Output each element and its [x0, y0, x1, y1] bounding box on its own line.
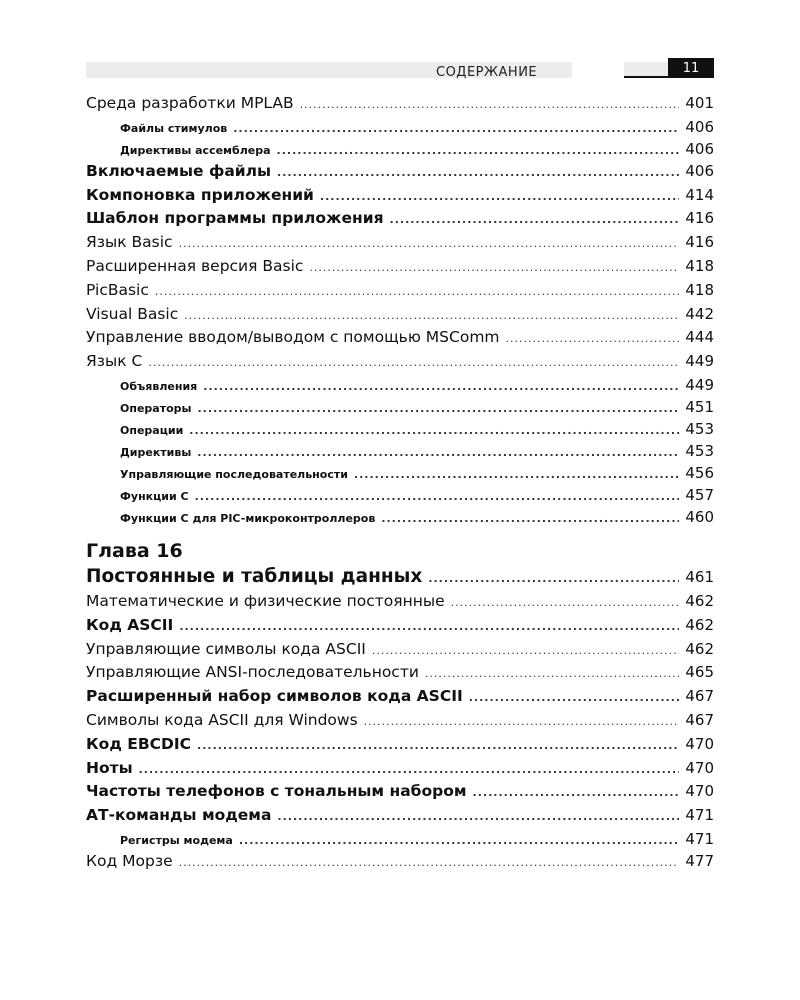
leader-dots — [390, 213, 680, 226]
entry-title: Расширенная версия Basic — [86, 256, 304, 275]
toc-entry[interactable] — [86, 257, 714, 281]
chapter-title: Постоянные и таблицы данных — [86, 566, 423, 587]
entry-title: Функции С для PIC-микроконтроллеров — [120, 511, 376, 525]
toc-entry[interactable] — [86, 94, 714, 118]
entry-page: 457 — [685, 485, 714, 504]
leader-dots — [451, 596, 680, 609]
leader-dots — [184, 309, 679, 322]
leader-dots — [277, 166, 679, 179]
leader-dots — [372, 644, 680, 657]
chapter-title-row[interactable] — [86, 566, 714, 592]
leader-dots — [469, 691, 680, 704]
entry-title: Операторы — [120, 401, 192, 415]
toc-entry[interactable] — [86, 806, 714, 830]
toc-entry[interactable] — [86, 852, 714, 876]
leader-dots — [354, 468, 679, 481]
toc-entry[interactable] — [86, 663, 714, 687]
entry-page: 453 — [685, 441, 714, 460]
entry-page: 471 — [685, 806, 714, 825]
entry-title: Символы кода ASCII для Windows — [86, 710, 358, 729]
entry-page: 462 — [685, 592, 714, 610]
toc-entry[interactable] — [86, 616, 714, 640]
entry-title: Расширенный набор символов кода ASCII — [86, 687, 463, 706]
entry-page: 449 — [685, 375, 714, 394]
entry-page: 460 — [685, 507, 714, 526]
entry-page: 406 — [685, 161, 714, 180]
toc-entry[interactable] — [86, 186, 714, 210]
chapter-label: Глава 16 — [86, 540, 183, 562]
entry-page: 418 — [685, 280, 714, 299]
leader-dots — [189, 424, 679, 437]
entry-page: 401 — [685, 94, 714, 112]
toc-entry[interactable] — [86, 162, 714, 186]
entry-page: 418 — [685, 256, 714, 275]
entry-title: Код ASCII — [86, 615, 174, 634]
leader-dots — [197, 402, 679, 415]
leader-dots — [148, 356, 679, 369]
entry-page: 477 — [685, 851, 714, 870]
leader-dots — [473, 786, 680, 799]
leader-dots — [309, 261, 679, 274]
leader-dots — [179, 856, 680, 869]
entry-page: 470 — [685, 758, 714, 777]
entry-page: 406 — [685, 139, 714, 158]
entry-title: Директивы ассемблера — [120, 143, 271, 157]
entry-page: 465 — [685, 663, 714, 682]
entry-page: 451 — [685, 397, 714, 416]
toc-subentry[interactable] — [86, 398, 714, 420]
entry-title: Файлы стимулов — [120, 121, 228, 135]
entry-page: 462 — [685, 615, 714, 634]
entry-page: 456 — [685, 463, 714, 482]
leader-dots — [155, 285, 679, 298]
chapter-title-page: 461 — [685, 568, 714, 586]
toc-entry[interactable] — [86, 305, 714, 329]
entry-title: Функции С — [120, 489, 189, 503]
entry-page: 471 — [685, 829, 714, 848]
entry-title: Регистры модема — [120, 833, 233, 847]
toc-entry[interactable] — [86, 640, 714, 664]
toc-subentry[interactable] — [86, 376, 714, 398]
entry-title: Среда разработки MPLAB — [86, 94, 294, 112]
entry-page: 449 — [685, 352, 714, 371]
entry-title: Частоты телефонов с тональным набором — [86, 782, 467, 801]
entry-title: Управляющие ANSI-последовательности — [86, 663, 419, 682]
entry-page: 467 — [685, 687, 714, 706]
toc-subentry[interactable] — [86, 118, 714, 140]
leader-dots — [277, 810, 679, 823]
toc-subentry[interactable] — [86, 830, 714, 852]
entry-page: 470 — [685, 734, 714, 753]
toc-entry[interactable] — [86, 592, 714, 616]
entry-title: Директивы — [120, 445, 192, 459]
page-number-box — [668, 58, 714, 78]
leader-dots — [197, 446, 679, 459]
leader-dots — [425, 667, 679, 680]
toc-entry[interactable] — [86, 687, 714, 711]
leader-dots — [233, 122, 679, 135]
entry-title: Компоновка приложений — [86, 185, 314, 204]
running-header-title: СОДЕРЖАНИЕ — [436, 65, 538, 80]
toc-subentry[interactable] — [86, 464, 714, 486]
entry-title: Управление вводом/выводом с помощью MSComm — [86, 328, 500, 347]
leader-dots — [320, 190, 679, 203]
entry-page: 467 — [685, 710, 714, 729]
leader-dots — [139, 763, 680, 776]
leader-dots — [203, 380, 679, 393]
leader-dots — [179, 620, 679, 633]
entry-page: 442 — [685, 304, 714, 323]
entry-page: 470 — [685, 782, 714, 801]
entry-title: Математические и физические постоянные — [86, 592, 445, 610]
entry-title: Управляющие последовательности — [120, 467, 348, 481]
entry-title: Код EBCDIC — [86, 734, 192, 753]
toc-entry[interactable] — [86, 735, 714, 759]
leader-dots — [300, 98, 680, 111]
toc-subentry[interactable] — [86, 442, 714, 464]
toc-entry[interactable] — [86, 759, 714, 783]
entry-title: Операции — [120, 423, 184, 437]
entry-title: Шаблон программы приложения — [86, 209, 384, 228]
toc-entry[interactable] — [86, 711, 714, 735]
toc-entry[interactable] — [86, 233, 714, 257]
header-rule — [624, 76, 668, 78]
entry-title: Язык С — [86, 352, 143, 371]
toc-entry[interactable] — [86, 281, 714, 305]
toc-section-1 — [86, 94, 714, 530]
entry-page: 444 — [685, 328, 714, 347]
leader-dots — [195, 490, 680, 503]
leader-dots — [364, 715, 680, 728]
toc-subentry[interactable] — [86, 420, 714, 442]
toc-entry[interactable] — [86, 352, 714, 376]
toc-subentry[interactable] — [86, 486, 714, 508]
page-number: 11 — [682, 60, 700, 76]
header-gap — [572, 62, 624, 78]
toc-subentry[interactable] — [86, 508, 714, 530]
entry-title: Ноты — [86, 758, 133, 777]
leader-dots — [197, 739, 679, 752]
entry-page: 453 — [685, 419, 714, 438]
leader-dots — [277, 144, 680, 157]
toc-entry[interactable] — [86, 209, 714, 233]
leader-dots — [506, 332, 680, 345]
entry-title: Управляющие символы кода ASCII — [86, 639, 366, 658]
toc-section-2 — [86, 566, 714, 876]
entry-title: Код Морзе — [86, 851, 173, 870]
entry-page: 406 — [685, 117, 714, 136]
leader-dots — [428, 572, 679, 585]
leader-dots — [381, 512, 679, 525]
entry-page: 414 — [685, 185, 714, 204]
entry-page: 416 — [685, 209, 714, 228]
entry-title: Язык Basic — [86, 233, 173, 252]
entry-page: 462 — [685, 639, 714, 658]
leader-dots — [239, 834, 680, 847]
toc-entry[interactable] — [86, 328, 714, 352]
toc-subentry[interactable] — [86, 140, 714, 162]
leader-dots — [179, 237, 680, 250]
entry-title: Объявления — [120, 379, 198, 393]
entry-title: Visual Basic — [86, 304, 179, 323]
entry-title: PicBasic — [86, 280, 149, 299]
entry-page: 416 — [685, 233, 714, 252]
toc-entry[interactable] — [86, 782, 714, 806]
entry-title: АТ-команды модема — [86, 806, 272, 825]
entry-title: Включаемые файлы — [86, 161, 272, 180]
